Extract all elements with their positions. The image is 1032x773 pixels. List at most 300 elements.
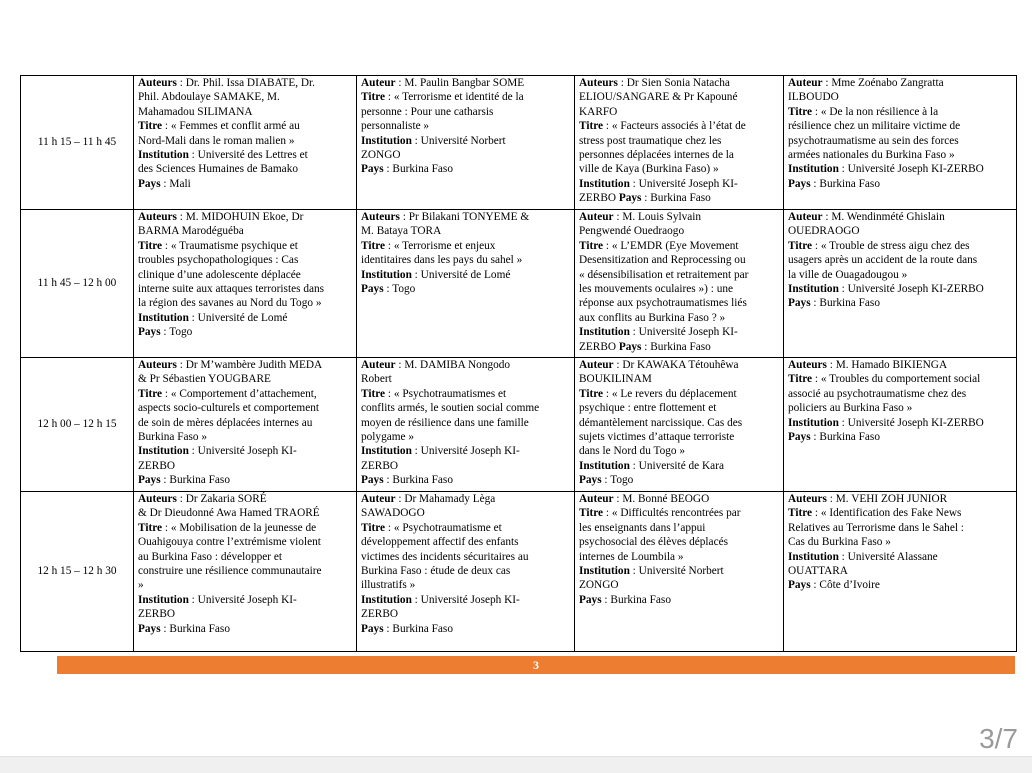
- field-label: Titre: [361, 521, 386, 534]
- cell-line: Titre : « Trouble de stress aigu chez des: [788, 239, 970, 252]
- field-label: Institution: [579, 565, 630, 578]
- cell-line: Institution : Université Joseph KI-ZERBO: [788, 416, 984, 429]
- field-label: Institution: [579, 177, 630, 190]
- cell-line: Pays : Burkina Faso: [361, 622, 453, 635]
- field-value: Togo: [169, 326, 193, 339]
- time-slot-cell: 12 h 00 – 12 h 15: [21, 358, 134, 492]
- cell-line: Institution : Université Joseph KI-: [138, 593, 297, 606]
- field-value: « Terrorisme et identité de la: [393, 91, 524, 104]
- time-slot-cell: 11 h 15 – 11 h 45: [21, 76, 134, 210]
- field-value: Robert: [361, 373, 392, 386]
- presentation-cell: [575, 358, 784, 492]
- field-value: Université des Lettres et: [197, 149, 308, 162]
- field-value: Mali: [169, 177, 191, 190]
- presentation-cell: [134, 492, 357, 652]
- presentation-cell: [134, 76, 357, 210]
- presentation-cell: [357, 76, 575, 210]
- field-value: clinique d’une adolescente déplacée: [138, 268, 301, 281]
- cell-line: [361, 372, 570, 386]
- presentation-cell: [357, 210, 575, 358]
- field-value: « désensibilisation et retraitement par: [579, 268, 749, 281]
- field-value: ZERBO: [579, 340, 619, 353]
- field-value: Burkina Faso: [650, 340, 711, 353]
- cell-line: Pays : Burkina Faso: [138, 622, 230, 635]
- cell-line: [361, 430, 570, 444]
- field-value: Burkina Faso : étude de deux cas: [361, 565, 511, 578]
- field-value: Dr Zakaria SORÉ: [185, 493, 267, 505]
- field-value: Dr M’wambère Judith MEDA: [185, 359, 323, 371]
- cell-line: [138, 372, 352, 386]
- cell-line: [579, 550, 779, 564]
- field-value: M. Paulin Bangbar SOME: [404, 77, 525, 89]
- field-label: Auteurs: [788, 359, 827, 371]
- field-label: Auteur: [361, 493, 396, 505]
- cell-line: Auteur : M. Paulin Bangbar SOME: [361, 77, 525, 89]
- cell-line: [361, 119, 570, 133]
- field-label: Auteur: [361, 77, 396, 89]
- page-count-indicator: 3/7: [979, 723, 1018, 754]
- cell-line: Institution : Université Joseph KI-: [579, 177, 738, 190]
- cell-line: Pays : Côte d’Ivoire: [788, 579, 880, 592]
- field-label: Titre: [361, 387, 386, 400]
- cell-line: Pays : Burkina Faso: [579, 593, 671, 606]
- field-value: Nord-Mali dans le roman malien »: [138, 134, 295, 147]
- field-value: ILBOUDO: [788, 91, 839, 104]
- field-value: les mouvements oculaires ») : une: [579, 283, 734, 296]
- cell-line: [788, 521, 1012, 535]
- field-value: moyen de résilience dans une famille: [361, 416, 529, 429]
- cell-line: [788, 119, 1012, 133]
- field-value: polygame »: [361, 431, 415, 444]
- field-value: « Difficultés rencontrées par: [611, 507, 741, 520]
- field-label: Auteurs: [361, 211, 400, 223]
- field-value: sujets victimes d’attaque terroriste: [579, 431, 735, 444]
- field-value: Mme Zoénabo Zangratta: [831, 77, 944, 89]
- cell-line: Titre : « Troubles du comportement social: [788, 373, 981, 386]
- cell-line: [138, 401, 352, 415]
- cell-line: [361, 224, 570, 238]
- field-value: Université Joseph KI-: [197, 593, 297, 606]
- cell-line: Pays : Togo: [361, 283, 416, 296]
- field-value: ZERBO: [138, 608, 176, 621]
- cell-line: Auteurs : M. VEHI ZOH JUNIOR: [788, 493, 948, 505]
- footer-band: [57, 656, 1015, 674]
- cell-line: Auteur : M. DAMIBA Nongodo: [361, 359, 511, 371]
- cell-line: [138, 105, 352, 119]
- cell-line: [788, 564, 1012, 578]
- cell-line: [361, 550, 570, 564]
- field-value: aspects socio-culturels et comportement: [138, 402, 320, 415]
- field-value: ville de Kaya (Burkina Faso) »: [579, 163, 719, 176]
- time-slot-cell: 11 h 45 – 12 h 00: [21, 210, 134, 358]
- field-value: la région des savanes au Nord du Togo »: [138, 297, 322, 310]
- field-label: Titre: [788, 239, 813, 252]
- field-value: Université Joseph KI-: [638, 326, 738, 339]
- cell-line: [361, 506, 570, 520]
- cell-line: Institution : Université Joseph KI-ZERBO: [788, 163, 984, 176]
- cell-line: [788, 134, 1012, 148]
- cell-line: [361, 564, 570, 578]
- cell-line: [361, 148, 570, 162]
- footer-page-number: 3: [533, 658, 539, 672]
- cell-line: [138, 253, 352, 267]
- cell-line: Auteur : Dr KAWAKA Tétouhêwa: [579, 359, 739, 371]
- field-value: M. Bataya TORA: [361, 225, 442, 238]
- field-label: Pays: [361, 622, 384, 635]
- cell-line: Titre : « Psychotraumatismes et: [361, 387, 507, 400]
- schedule-row: [21, 492, 1017, 652]
- cell-line: [788, 268, 1012, 282]
- field-value: ZERBO: [579, 192, 619, 205]
- field-value: OUEDRAOGO: [788, 225, 860, 238]
- cell-line: [138, 506, 352, 520]
- cell-line: [138, 90, 352, 104]
- field-value: Université Joseph KI-: [420, 593, 520, 606]
- presentation-cell: [784, 358, 1017, 492]
- field-value: OUATTARA: [788, 565, 848, 578]
- cell-line: Titre : « De la non résilience à la: [788, 105, 939, 118]
- field-label: Titre: [579, 507, 604, 520]
- cell-line: Pays : Burkina Faso: [138, 474, 230, 487]
- cell-line: [788, 90, 1012, 104]
- cell-line: [579, 444, 779, 458]
- field-value: Burkina Faso: [819, 297, 880, 310]
- field-value: Université de Lomé: [197, 311, 288, 324]
- presentation-cell: [134, 358, 357, 492]
- field-value: « Psychotraumatismes et: [393, 387, 507, 400]
- field-label: Pays: [361, 283, 384, 296]
- field-label: Titre: [788, 373, 813, 386]
- field-value: M. DAMIBA Nongodo: [404, 359, 511, 371]
- field-value: Mahamadou SILIMANA: [138, 105, 253, 118]
- field-value: Pengwendé Ouedraogo: [579, 225, 685, 238]
- field-label: Institution: [138, 593, 189, 606]
- field-value: Université Norbert: [420, 134, 506, 147]
- field-value: Ouahigouya contre l’extrémisme violent: [138, 536, 321, 549]
- field-value: Dr. Phil. Issa DIABATE, Dr.: [185, 77, 316, 89]
- field-value: troubles psychopathologiques : Cas: [138, 254, 299, 267]
- cell-line: [361, 401, 570, 415]
- field-label: Titre: [579, 387, 604, 400]
- field-value: M. Louis Sylvain: [622, 211, 702, 223]
- field-label: Titre: [138, 387, 163, 400]
- field-value: « Femmes et conflit armé au: [170, 120, 300, 133]
- cell-line: Auteurs : Dr. Phil. Issa DIABATE, Dr.: [138, 77, 316, 89]
- cell-line: Institution : Université Norbert: [361, 134, 506, 147]
- cell-line: ZERBO Pays : Burkina Faso: [579, 192, 711, 205]
- presentation-cell: [575, 76, 784, 210]
- cell-line: [138, 224, 352, 238]
- cell-line: ZERBO Pays : Burkina Faso: [579, 340, 711, 353]
- field-value: résilience chez un militaire victime de: [788, 120, 961, 133]
- field-value: Dr Sien Sonia Natacha: [626, 77, 730, 89]
- field-value: démantèlement narcissique. Cas des: [579, 416, 743, 429]
- field-value: Burkina Faso: [169, 622, 230, 635]
- field-value: de soin de mères déplacées internes au: [138, 416, 313, 429]
- cell-line: [138, 162, 352, 176]
- cell-line: [138, 282, 352, 296]
- field-value: BARMA Marodéguéba: [138, 225, 244, 238]
- cell-line: Auteurs : Dr Zakaria SORÉ: [138, 493, 267, 505]
- field-label: Institution: [788, 283, 839, 296]
- field-label: Auteurs: [788, 493, 827, 505]
- cell-line: Institution : Université Alassane: [788, 550, 938, 563]
- cell-line: [579, 224, 779, 238]
- field-value: Burkina Faso: [392, 622, 453, 635]
- field-value: Dr KAWAKA Tétouhêwa: [622, 359, 739, 371]
- field-value: Côte d’Ivoire: [819, 579, 880, 592]
- field-value: illustratifs »: [361, 579, 416, 592]
- field-value: aux conflits au Burkina Faso ? »: [579, 311, 726, 324]
- field-label: Auteurs: [138, 359, 177, 371]
- cell-line: [579, 578, 779, 592]
- field-value: « Troubles du comportement social: [820, 373, 981, 386]
- field-value: Burkina Faso: [819, 431, 880, 444]
- cell-line: Auteur : M. Wendinmété Ghislain: [788, 211, 945, 223]
- field-value: & Pr Sébastien YOUGBARE: [138, 373, 271, 386]
- cell-line: Titre : « Comportement d’attachement,: [138, 387, 317, 400]
- field-label: Pays: [361, 474, 384, 487]
- cell-line: [138, 564, 352, 578]
- presentation-cell: [784, 210, 1017, 358]
- cell-line: [361, 105, 570, 119]
- field-label: Titre: [138, 120, 163, 133]
- presentation-cell: [575, 492, 784, 652]
- field-value: Togo: [610, 474, 634, 487]
- cell-line: Auteur : Mme Zoénabo Zangratta: [788, 77, 944, 89]
- cell-line: Auteur : Dr Mahamady Lèga: [361, 493, 496, 505]
- field-value: « Mobilisation de la jeunesse de: [170, 521, 317, 534]
- field-value: Cas du Burkina Faso »: [788, 536, 891, 549]
- cell-line: [138, 535, 352, 549]
- field-value: M. VEHI ZOH JUNIOR: [835, 493, 948, 505]
- field-label: Pays: [138, 177, 161, 190]
- cell-line: Institution : Université Joseph KI-ZERBO: [788, 283, 984, 296]
- cell-line: [579, 372, 779, 386]
- cell-line: [579, 401, 779, 415]
- field-value: construire une résilience communautaire: [138, 565, 322, 578]
- field-value: Université Joseph KI-ZERBO: [847, 283, 984, 296]
- cell-line: Pays : Burkina Faso: [361, 163, 453, 176]
- field-label: Institution: [788, 163, 839, 176]
- cell-line: [361, 416, 570, 430]
- cell-line: Titre : « Psychotraumatisme et: [361, 521, 502, 534]
- field-label: Institution: [138, 311, 189, 324]
- cell-line: [579, 521, 779, 535]
- field-label: Titre: [788, 507, 813, 520]
- field-value: Université Norbert: [638, 565, 724, 578]
- field-label: Auteurs: [579, 77, 618, 89]
- field-value: BOUKILINAM: [579, 373, 652, 386]
- cell-line: Pays : Burkina Faso: [788, 297, 880, 310]
- field-value: M. Hamado BIKIENGA: [835, 359, 948, 371]
- cell-line: [579, 105, 779, 119]
- cell-line: [579, 296, 779, 310]
- field-value: personne : Pour une catharsis: [361, 105, 494, 118]
- field-value: psychosocial des élèves déplacés: [579, 536, 728, 549]
- field-label: Pays: [618, 340, 642, 353]
- cell-line: [138, 607, 352, 621]
- field-value: des Sciences Humaines de Bamako: [138, 163, 298, 176]
- field-label: Titre: [361, 239, 386, 252]
- field-value: Burkina Faso: [819, 177, 880, 190]
- field-value: Burkina Faso: [169, 474, 230, 487]
- field-value: Relatives au Terrorisme dans le Sahel :: [788, 521, 964, 534]
- field-value: Université Joseph KI-: [197, 445, 297, 458]
- cell-line: [579, 148, 779, 162]
- field-value: ZERBO: [361, 608, 399, 621]
- field-value: « Facteurs associés à l’état de: [611, 120, 746, 133]
- cell-line: Pays : Mali: [138, 177, 191, 190]
- cell-line: [138, 578, 352, 592]
- schedule-row: [21, 210, 1017, 358]
- cell-line: Pays : Burkina Faso: [361, 474, 453, 487]
- cell-line: Titre : « Mobilisation de la jeunesse de: [138, 521, 317, 534]
- cell-line: Institution : Université Joseph KI-: [361, 593, 520, 606]
- field-value: Burkina Faso: [392, 163, 453, 176]
- cell-line: Institution : Université Joseph KI-: [138, 445, 297, 458]
- cell-line: Institution : Université Joseph KI-: [579, 326, 738, 339]
- field-value: policiers au Burkina Faso »: [788, 402, 913, 415]
- presentation-cell: [784, 492, 1017, 652]
- field-value: ZERBO: [361, 459, 399, 472]
- cell-line: [788, 535, 1012, 549]
- field-value: « Trouble de stress aigu chez des: [820, 239, 970, 252]
- field-value: personnes déplacées internes de la: [579, 149, 734, 162]
- field-value: « Terrorisme et enjeux: [393, 239, 496, 252]
- cell-line: Titre : « Le revers du déplacement: [579, 387, 737, 400]
- cell-line: [579, 253, 779, 267]
- field-value: identitaires dans les pays du sahel »: [361, 254, 523, 267]
- cell-line: [788, 148, 1012, 162]
- cell-line: Auteurs : M. MIDOHUIN Ekoe, Dr: [138, 211, 304, 223]
- field-value: Université Alassane: [847, 550, 938, 563]
- field-value: ZONGO: [579, 579, 619, 592]
- presentation-cell: [357, 358, 575, 492]
- field-value: M. Bonné BEOGO: [622, 493, 710, 505]
- cell-line: Institution : Université de Lomé: [138, 311, 288, 324]
- cell-line: [579, 311, 779, 325]
- cell-line: [579, 416, 779, 430]
- cell-line: Auteur : M. Bonné BEOGO: [579, 493, 710, 505]
- cell-line: Titre : « Difficultés rencontrées par: [579, 507, 741, 520]
- schedule-row: [21, 358, 1017, 492]
- field-value: M. Wendinmété Ghislain: [831, 211, 945, 223]
- field-label: Institution: [361, 593, 412, 606]
- field-value: Burkina Faso: [650, 192, 711, 205]
- field-label: Institution: [361, 134, 412, 147]
- field-label: Titre: [579, 120, 604, 133]
- cell-line: Pays : Burkina Faso: [788, 177, 880, 190]
- cell-line: Auteurs : M. Hamado BIKIENGA: [788, 359, 948, 371]
- field-value: Université Joseph KI-: [638, 177, 738, 190]
- cell-line: [579, 268, 779, 282]
- cell-line: Auteurs : Pr Bilakani TONYEME &: [361, 211, 530, 223]
- field-value: Burkina Faso: [392, 474, 453, 487]
- field-value: & Dr Dieudonné Awa Hamed TRAORÉ: [138, 507, 320, 520]
- field-value: Desensitization and Reprocessing ou: [579, 254, 746, 267]
- field-label: Titre: [579, 239, 604, 252]
- field-value: développement affectif des enfants: [361, 536, 519, 549]
- field-label: Institution: [579, 459, 630, 472]
- cell-line: Titre : « Identification des Fake News: [788, 507, 962, 520]
- field-label: Pays: [579, 474, 602, 487]
- field-value: associé au psychotraumatisme chez des: [788, 387, 967, 400]
- cell-line: Institution : Université Joseph KI-: [361, 445, 520, 458]
- field-value: au Burkina Faso : développer et: [138, 550, 282, 563]
- field-label: Pays: [788, 431, 811, 444]
- field-label: Auteur: [579, 359, 614, 371]
- field-value: internes de Loumbila »: [579, 550, 684, 563]
- field-label: Auteur: [788, 77, 823, 89]
- field-label: Pays: [579, 593, 602, 606]
- schedule-row: [21, 76, 1017, 210]
- field-value: ZERBO: [138, 459, 176, 472]
- field-label: Institution: [361, 445, 412, 458]
- field-value: réponse aux psychotraumatismes liés: [579, 297, 747, 310]
- cell-line: [579, 90, 779, 104]
- field-label: Titre: [138, 521, 163, 534]
- field-label: Institution: [788, 550, 839, 563]
- field-value: la ville de Ouagadougou »: [788, 268, 908, 281]
- field-value: « De la non résilience à la: [820, 105, 939, 118]
- cell-line: Pays : Togo: [579, 474, 634, 487]
- field-value: Université Joseph KI-: [420, 445, 520, 458]
- cell-line: [138, 430, 352, 444]
- cell-line: Titre : « Terrorisme et enjeux: [361, 239, 496, 252]
- presentation-cell: [784, 76, 1017, 210]
- field-value: « Psychotraumatisme et: [393, 521, 502, 534]
- cell-line: [579, 162, 779, 176]
- program-table-body: [21, 76, 1017, 652]
- cell-line: [579, 430, 779, 444]
- field-value: psychotraumatisme au sein des forces: [788, 134, 959, 147]
- cell-line: [138, 550, 352, 564]
- cell-line: [579, 535, 779, 549]
- cell-line: [361, 535, 570, 549]
- cell-line: [361, 253, 570, 267]
- field-value: psychique : entre flottement et: [579, 402, 717, 415]
- field-value: « Identification des Fake News: [820, 507, 962, 520]
- field-label: Pays: [788, 177, 811, 190]
- field-value: »: [138, 579, 144, 592]
- field-value: Université de Lomé: [420, 268, 511, 281]
- cell-line: Pays : Togo: [138, 326, 193, 339]
- field-value: Togo: [392, 283, 416, 296]
- field-label: Auteur: [579, 211, 614, 223]
- field-value: les enseignants dans l’appui: [579, 521, 706, 534]
- field-label: Titre: [361, 91, 386, 104]
- field-label: Auteurs: [138, 493, 177, 505]
- field-value: personnaliste »: [361, 120, 430, 133]
- field-value: ELIOU/SANGARE & Pr Kapouné: [579, 91, 738, 104]
- field-value: armées nationales du Burkina Faso »: [788, 149, 955, 162]
- cell-line: Institution : Université de Kara: [579, 459, 724, 472]
- cell-line: [788, 224, 1012, 238]
- cell-line: Auteur : M. Louis Sylvain: [579, 211, 702, 223]
- presentation-cell: [134, 210, 357, 358]
- field-label: Auteur: [788, 211, 823, 223]
- time-slot-cell: 12 h 15 – 12 h 30: [21, 492, 134, 652]
- field-value: « Le revers du déplacement: [611, 387, 737, 400]
- cell-line: Institution : Université des Lettres et: [138, 149, 308, 162]
- cell-line: [788, 401, 1012, 415]
- cell-line: Titre : « Traumatisme psychique et: [138, 239, 298, 252]
- field-label: Auteur: [579, 493, 614, 505]
- field-value: stress post traumatique chez les: [579, 134, 722, 147]
- field-label: Institution: [788, 416, 839, 429]
- cell-line: [138, 268, 352, 282]
